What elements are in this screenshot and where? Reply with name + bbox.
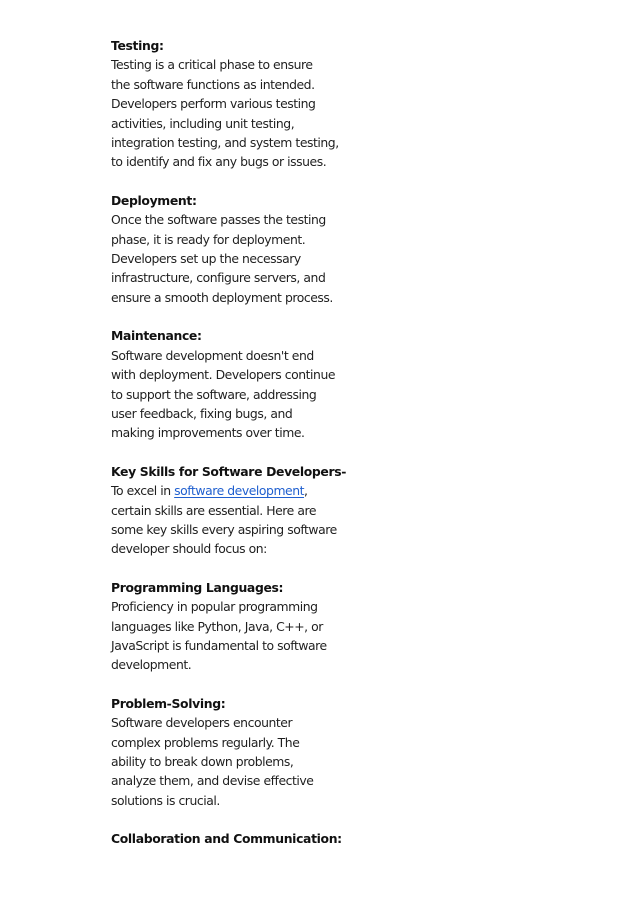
body-line: to identify and fix any bugs or issues. [111,154,327,170]
body-line: solutions is crucial. [111,792,220,808]
section-programming-languages [111,578,356,675]
section-heading: Collaboration and Communication: [111,831,342,847]
body-line: integration testing, and system testing, [111,135,339,151]
body-line: Once the software passes the testing [111,212,326,228]
document-page [111,36,356,868]
software-development-link[interactable]: software development [174,483,305,499]
body-line: Proficiency in popular programming [111,599,318,615]
body-line: phase, it is ready for deployment. [111,231,306,247]
section-heading: Deployment: [111,192,197,208]
section-heading: Programming Languages: [111,579,284,595]
section-maintenance [111,326,356,442]
body-line: development. [111,657,192,673]
section-testing [111,36,356,172]
body-line: Testing is a critical phase to ensure [111,57,313,73]
body-line: some key skills every aspiring software [111,521,337,537]
body-line: to support the software, addressing [111,386,317,402]
body-line: activities, including unit testing, [111,115,295,131]
body-line: infrastructure, configure servers, and [111,270,326,286]
body-line: making improvements over time. [111,425,305,441]
section-heading: Problem-Solving: [111,695,226,711]
body-line: the software functions as intended. [111,76,315,92]
body-line: analyze them, and devise effective [111,773,314,789]
section-problem-solving [111,694,356,810]
body-line: Software developers encounter [111,715,293,731]
section-deployment [111,191,356,307]
link-suffix-text: , [304,483,308,499]
body-line-with-link [111,481,356,500]
body-line: certain skills are essential. Here are [111,502,317,518]
body-line: JavaScript is fundamental to software [111,637,327,653]
section-heading: Maintenance: [111,328,202,344]
section-heading: Key Skills for Software Developers- [111,463,347,479]
body-line: user feedback, fixing bugs, and [111,405,293,421]
section-collaboration [111,829,356,848]
section-key-skills [111,462,356,559]
body-line: with deployment. Developers continue [111,367,336,383]
body-line: Developers set up the necessary [111,251,301,267]
body-line: Software development doesn't end [111,347,314,363]
body-line: complex problems regularly. The [111,734,300,750]
body-line: developer should focus on: [111,541,267,557]
body-line: languages like Python, Java, C++, or [111,618,323,634]
link-prefix-text: To excel in [111,483,175,499]
body-line: ability to break down problems, [111,754,294,769]
body-line: Developers perform various testing [111,96,316,112]
body-line: ensure a smooth deployment process. [111,289,333,305]
section-heading: Testing: [111,38,164,53]
